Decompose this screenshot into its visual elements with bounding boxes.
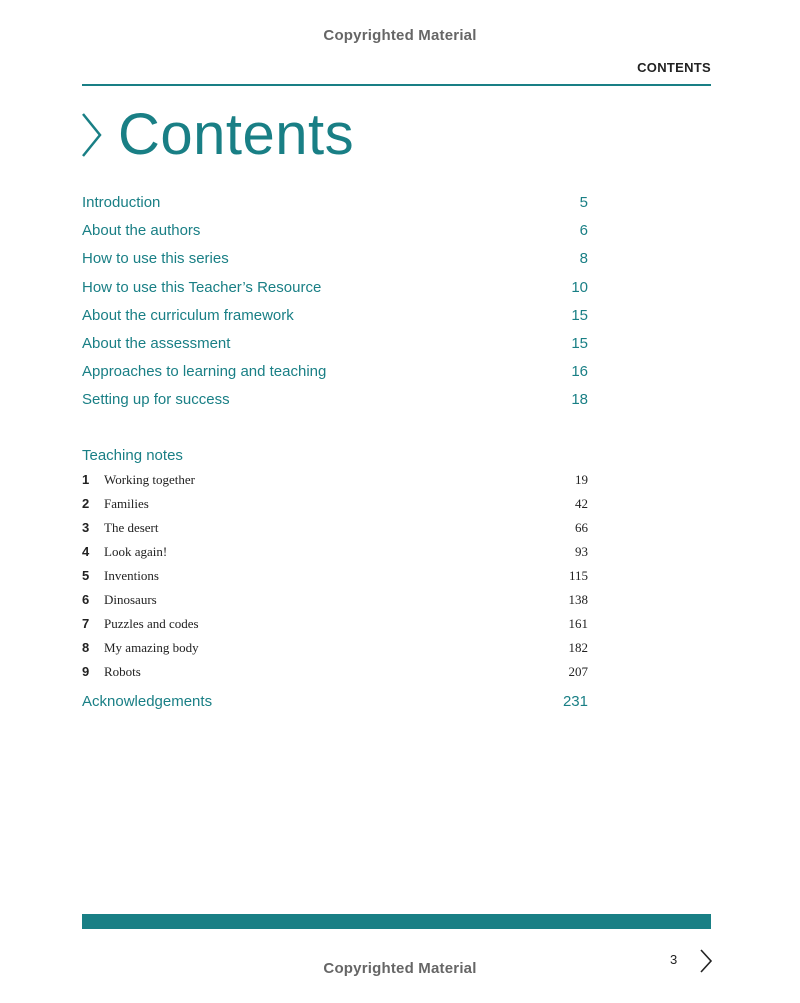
toc-entry-page: 18: [571, 391, 588, 409]
chapter-page: 19: [575, 472, 588, 487]
chapter-page: 182: [568, 640, 588, 655]
chapter-page: 93: [575, 544, 588, 559]
chapter-entry[interactable]: [82, 662, 588, 686]
chapter-entry[interactable]: [82, 590, 588, 614]
toc-entry-page: 6: [579, 222, 588, 240]
chapter-page: 161: [568, 616, 588, 631]
toc-entry-label: Approaches to learning and teaching: [82, 363, 327, 381]
toc-main-list: [82, 191, 588, 417]
chapter-number: 6: [82, 592, 90, 607]
chapter-page: 115: [568, 568, 588, 583]
toc-entry[interactable]: [82, 191, 588, 219]
toc-entry-label: About the authors: [82, 222, 201, 240]
footer-band: [82, 914, 711, 929]
toc-entry-page: 15: [571, 306, 588, 324]
toc-entry-label: About the curriculum framework: [82, 306, 294, 324]
chapter-entry[interactable]: [82, 638, 588, 662]
chapter-entry[interactable]: [82, 518, 588, 542]
chapter-number: 5: [82, 568, 90, 583]
toc-entry-label: Setting up for success: [82, 391, 230, 409]
teaching-notes-heading: Teaching notes: [82, 447, 183, 464]
chapter-number: 4: [82, 544, 90, 559]
chapter-entry[interactable]: [82, 614, 588, 638]
chapter-title: Look again!: [104, 544, 168, 559]
chapter-number: 7: [82, 616, 90, 631]
toc-entry-page: 10: [571, 278, 588, 296]
chapter-entry[interactable]: [82, 494, 588, 518]
chapter-number: 9: [82, 664, 90, 679]
toc-entry[interactable]: [82, 360, 588, 388]
chapter-title: My amazing body: [104, 640, 199, 655]
running-head: CONTENTS: [637, 60, 711, 75]
chapter-page: 207: [568, 664, 588, 679]
watermark-bottom: Copyrighted Material: [323, 960, 477, 977]
chapter-number: 8: [82, 640, 90, 655]
toc-entry[interactable]: [82, 388, 588, 416]
toc-entry-label: Acknowledgements: [82, 693, 213, 710]
toc-entry-label: Introduction: [82, 194, 161, 211]
page-title: Contents: [118, 102, 355, 167]
toc-entry-page: 8: [579, 250, 588, 268]
toc-entry[interactable]: [82, 219, 588, 247]
chapter-title: The desert: [104, 520, 159, 535]
toc-entry[interactable]: [82, 304, 588, 332]
chapter-entry[interactable]: [82, 470, 588, 494]
chapter-title: Families: [104, 496, 149, 511]
chapter-title: Robots: [104, 664, 141, 679]
toc-entry-page: 5: [579, 194, 588, 211]
chapter-page: 138: [568, 592, 588, 607]
chapter-list: [82, 470, 588, 686]
toc-entry-page: 15: [571, 334, 588, 352]
toc-entry-page: 231: [562, 693, 588, 710]
top-rule: [82, 84, 711, 86]
watermark-top: Copyrighted Material: [323, 27, 477, 44]
chapter-page: 66: [575, 520, 588, 535]
toc-entry-acknowledgements[interactable]: [82, 690, 588, 718]
toc-entry-label: How to use this series: [82, 250, 229, 268]
toc-entry[interactable]: [82, 332, 588, 360]
toc-entry[interactable]: [82, 247, 588, 275]
chapter-entry[interactable]: [82, 566, 588, 590]
page-number: 3: [670, 952, 678, 967]
toc-entry-label: How to use this Teacher’s Resource: [82, 278, 322, 296]
chapter-title: Working together: [104, 472, 196, 487]
toc-entry[interactable]: [82, 276, 588, 304]
chapter-entry[interactable]: [82, 542, 588, 566]
chapter-number: 1: [82, 472, 90, 487]
chapter-number: 3: [82, 520, 90, 535]
chapter-page: 42: [575, 496, 588, 511]
chapter-number: 2: [82, 496, 90, 511]
chapter-title: Puzzles and codes: [104, 616, 199, 631]
acknowledgements-block: [82, 690, 588, 718]
chevron-right-icon: [80, 112, 104, 158]
chapter-title: Inventions: [104, 568, 159, 583]
toc-entry-page: 16: [571, 363, 588, 381]
chapter-title: Dinosaurs: [104, 592, 157, 607]
toc-entry-label: About the assessment: [82, 334, 231, 352]
